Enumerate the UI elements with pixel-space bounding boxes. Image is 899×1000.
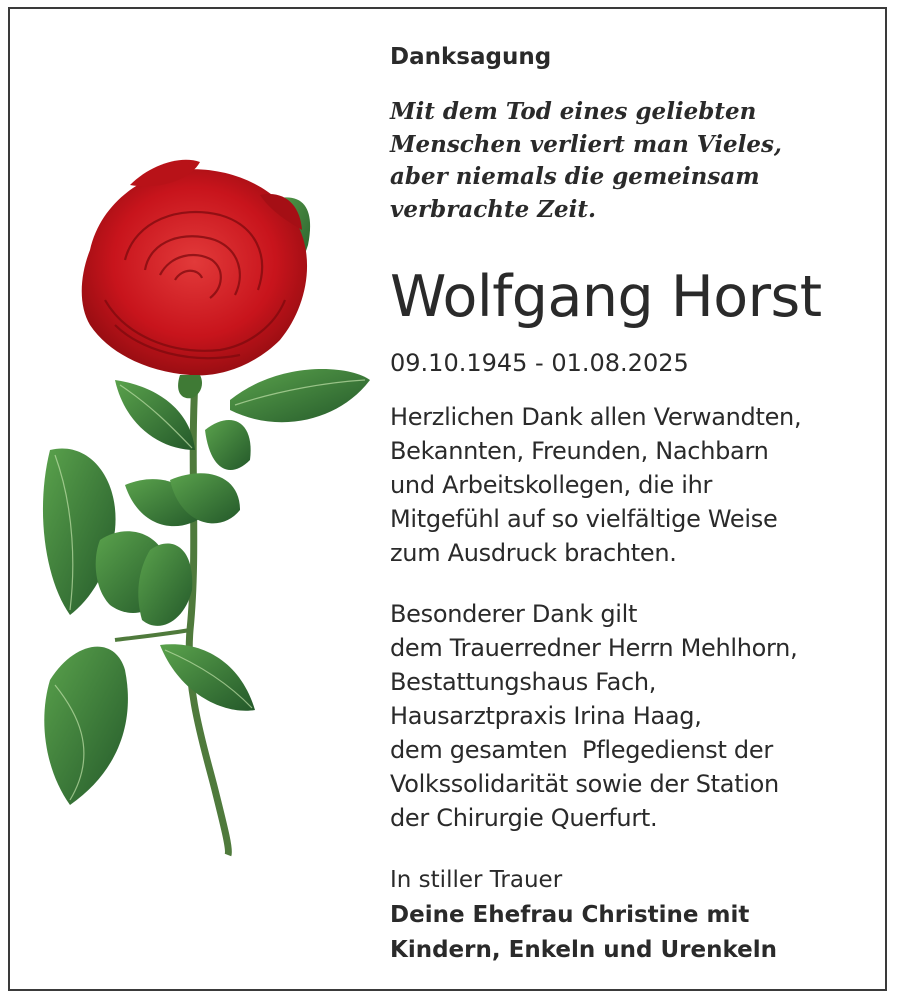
quote-line: aber niemals die gemeinsam (390, 163, 760, 190)
special-thanks-line: Volkssolidarität sowie der Station (390, 770, 779, 798)
signature-block (390, 863, 777, 968)
life-dates: 09.10.1945 - 01.08.2025 (390, 349, 689, 377)
thanks-paragraph (390, 400, 801, 570)
special-thanks-line: Besonderer Dank gilt (390, 600, 638, 628)
thanks-line: zum Ausdruck brachten. (390, 539, 677, 567)
quote-line: verbrachte Zeit. (390, 195, 597, 223)
quote-line: Mit dem Tod eines geliebten (390, 98, 757, 125)
thanks-line: und Arbeitskollegen, die ihr (390, 471, 713, 499)
signature-line: Deine Ehefrau Christine mit (390, 902, 750, 928)
special-thanks-paragraph (390, 597, 797, 835)
signature-line: Kindern, Enkeln und Urenkeln (390, 937, 777, 963)
memorial-quote (390, 96, 782, 226)
thanks-line: Bekannten, Freunden, Nachbarn (390, 437, 769, 465)
thanks-line: Herzlichen Dank allen Verwandten, (390, 403, 802, 431)
special-thanks-line: der Chirurgie Querfurt. (390, 804, 658, 832)
thanks-line: Mitgefühl auf so vielfältige Weise (390, 505, 778, 533)
quote-line: Menschen verliert man Vieles, (390, 130, 782, 158)
special-thanks-line: dem Trauerredner Herrn Mehlhorn, (390, 634, 798, 662)
notice-heading: Danksagung (390, 44, 552, 70)
deceased-name: Wolfgang Horst (390, 264, 822, 330)
rose-image (30, 150, 390, 860)
special-thanks-line: Bestattungshaus Fach, (390, 668, 657, 696)
closing-text: In stiller Trauer (390, 867, 563, 893)
special-thanks-line: Hausarztpraxis Irina Haag, (390, 702, 702, 730)
special-thanks-line: dem gesamten Pflegedienst der (390, 736, 773, 764)
